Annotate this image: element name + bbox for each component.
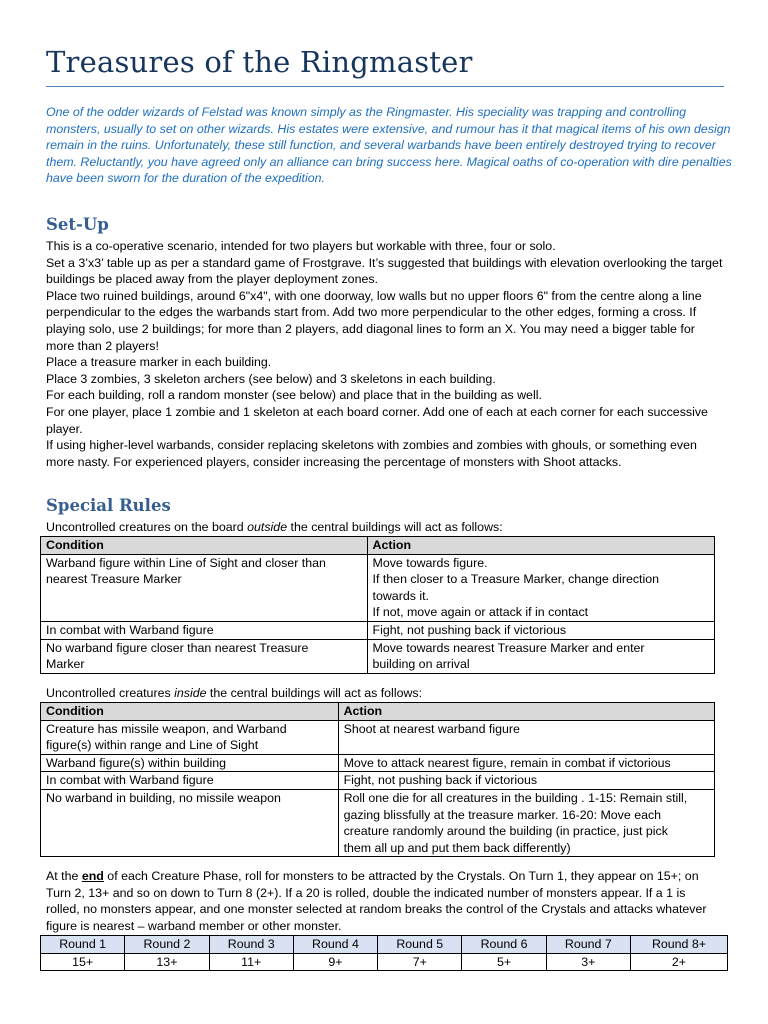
round-header: Round 5 (378, 936, 462, 954)
setup-paragraph: Place a treasure marker in each building. (46, 355, 272, 370)
table-row (41, 754, 715, 772)
title-divider (46, 86, 724, 87)
action-cell (338, 789, 714, 856)
condition-cell (41, 639, 368, 673)
cell-line: Warband figure(s) within building (46, 755, 226, 770)
table-row (41, 554, 715, 621)
round-value: 2+ (630, 953, 727, 971)
outside-rules-table (40, 536, 715, 674)
cell-line: creature randomly around the building (in practice, just pick (343, 824, 668, 839)
setup-paragraph: Place 3 zombies, 3 skeleton archers (see below) and 3 skeletons in each building. (46, 371, 496, 386)
setup-paragraph: Set a 3’x3’ table up as per a standard game of Frostgrave. It’s suggested that buildings with elevation overlooking the target buildings be placed away from the player deployment zones. (46, 255, 723, 287)
setup-paragraph: If using higher-level warbands, consider replacing skeletons with zombies and zombies with ghouls, or something even more nasty. For experienced players, consider increasing the percentage of monsters with Shoot attacks. (46, 438, 697, 469)
cell-line: Warband figure within Line of Sight and closer than (46, 555, 326, 570)
condition-cell (41, 554, 368, 621)
inside-rules-table (40, 702, 715, 857)
monster-roll-paragraph (46, 868, 718, 934)
cell-line: Fight, not pushing back if victorious (343, 773, 538, 788)
setup-paragraph: Place two ruined buildings, around 6"x4", with one doorway, low walls but no upper floors 6" from the centre along a line perpendicular to the edges the warbands start from. Add two more perpendicular to the other edges, forming a cross. If playing solo, use 2 buildings; for more than 2 players, add diagonal lines to form an X. You may need a bigger table for more than 2 players! (46, 288, 702, 353)
round-header: Round 7 (546, 936, 630, 954)
outside-intro-emphasis: outside (247, 520, 288, 534)
cell-line: Move to attack nearest figure, remain in combat if victorious (343, 755, 671, 770)
inside-intro-text: the central buildings will act as follows: (206, 686, 423, 700)
round-header: Round 3 (209, 936, 293, 954)
column-header-action: Action (338, 703, 714, 721)
condition-cell (41, 754, 339, 772)
table-row (41, 621, 715, 639)
table-row (41, 789, 715, 856)
page-title: Treasures of the Ringmaster (46, 45, 473, 79)
outside-intro-text: the central buildings will act as follows: (287, 520, 503, 534)
setup-paragraph: This is a co-operative scenario, intended for two players but workable with three, four or solo. (46, 239, 556, 253)
outside-intro (46, 519, 726, 536)
roll-emphasis: end (81, 869, 104, 883)
round-value: 15+ (41, 953, 125, 971)
setup-paragraph: For one player, place 1 zombie and 1 skeleton at each board corner. Add one of each at each corner for each successive player. (46, 404, 708, 436)
cell-line: Move towards nearest Treasure Marker and enter (372, 640, 645, 655)
setup-heading: Set-Up (46, 215, 109, 234)
action-cell (338, 772, 714, 790)
table-row (41, 720, 715, 754)
round-value: 11+ (209, 953, 293, 971)
roll-text: At the (46, 869, 82, 883)
round-header: Round 1 (41, 936, 125, 954)
roll-text: of each Creature Phase, roll for monsters to be attracted by the Crystals. On Turn 1, they appear on 15+; on Turn 2, 13+ and so on down to Turn 8 (2+). If a 20 is rolled, double the indicated number of monsters appear. If a 1 is rolled, no monsters appear, and one monster selected at random breaks the control of the Crystals and attacks whatever figure is nearest – warband member or other monster. (46, 869, 707, 933)
table-header-row (41, 703, 715, 721)
inside-intro-text: Uncontrolled creatures (46, 686, 175, 700)
rounds-table (40, 935, 728, 971)
round-value: 13+ (125, 953, 209, 971)
cell-line: No warband figure closer than nearest Treasure (46, 640, 309, 655)
action-cell (367, 554, 714, 621)
round-header: Round 2 (125, 936, 209, 954)
round-value: 3+ (546, 953, 630, 971)
cell-line: In combat with Warband figure (46, 622, 214, 637)
table-row (41, 639, 715, 673)
setup-paragraph: For each building, roll a random monster (see below) and place that in the building as well. (46, 388, 542, 403)
cell-line: Creature has missile weapon, and Warband (46, 721, 287, 736)
action-cell (338, 720, 714, 754)
round-value: 7+ (378, 953, 462, 971)
round-header: Round 4 (293, 936, 377, 954)
cell-line: If not, move again or attack if in contact (372, 605, 589, 620)
setup-body (46, 238, 726, 470)
table-header-row (41, 537, 715, 555)
cell-line: If then closer to a Treasure Marker, change direction (372, 572, 660, 587)
round-value: 5+ (462, 953, 546, 971)
column-header-condition: Condition (41, 703, 339, 721)
round-value: 9+ (293, 953, 377, 971)
cell-line: Move towards figure. (372, 555, 488, 570)
condition-cell (41, 772, 339, 790)
cell-line: them all up and put them back differently) (343, 840, 571, 855)
cell-line: towards it. (372, 588, 429, 603)
table-header-row (41, 936, 728, 954)
action-cell (367, 639, 714, 673)
cell-line: No warband in building, no missile weapon (46, 790, 281, 805)
condition-cell (41, 621, 368, 639)
inside-intro-emphasis: inside (174, 686, 207, 700)
cell-line: building on arrival (372, 657, 470, 672)
table-row (41, 953, 728, 971)
cell-line: figure(s) within range and Line of Sight (46, 738, 259, 753)
table-row (41, 772, 715, 790)
action-cell (338, 754, 714, 772)
cell-line: gazing blissfully at the treasure marker. 16-20: Move each (343, 807, 662, 822)
round-header: Round 6 (462, 936, 546, 954)
round-header: Round 8+ (630, 936, 727, 954)
cell-line: Shoot at nearest warband figure (343, 721, 520, 736)
cell-line: Marker (46, 657, 85, 672)
cell-line: Roll one die for all creatures in the building . 1-15: Remain still, (343, 790, 688, 805)
cell-line: Fight, not pushing back if victorious (372, 622, 567, 637)
condition-cell (41, 789, 339, 856)
cell-line: nearest Treasure Marker (46, 572, 182, 587)
condition-cell (41, 720, 339, 754)
column-header-action: Action (367, 537, 714, 555)
cell-line: In combat with Warband figure (46, 773, 214, 788)
inside-intro (46, 685, 726, 702)
intro-paragraph: One of the odder wizards of Felstad was known simply as the Ringmaster. His speciality was trapping and controlling monsters, usually to set on other wizards. His estates were extensive, and rumour has it that magical items of his own design remain in the ruins. Unfortunately, these still function, and several warbands have been entirely destroyed trying to recover them. Reluctantly, you have agreed only an alliance can bring success here. Magical oaths of co-operation with dire penalties have been sworn for the duration of the expedition. (46, 105, 732, 186)
column-header-condition: Condition (41, 537, 368, 555)
outside-intro-text: Uncontrolled creatures on the board (46, 520, 248, 534)
special-rules-heading: Special Rules (46, 496, 171, 515)
action-cell (367, 621, 714, 639)
